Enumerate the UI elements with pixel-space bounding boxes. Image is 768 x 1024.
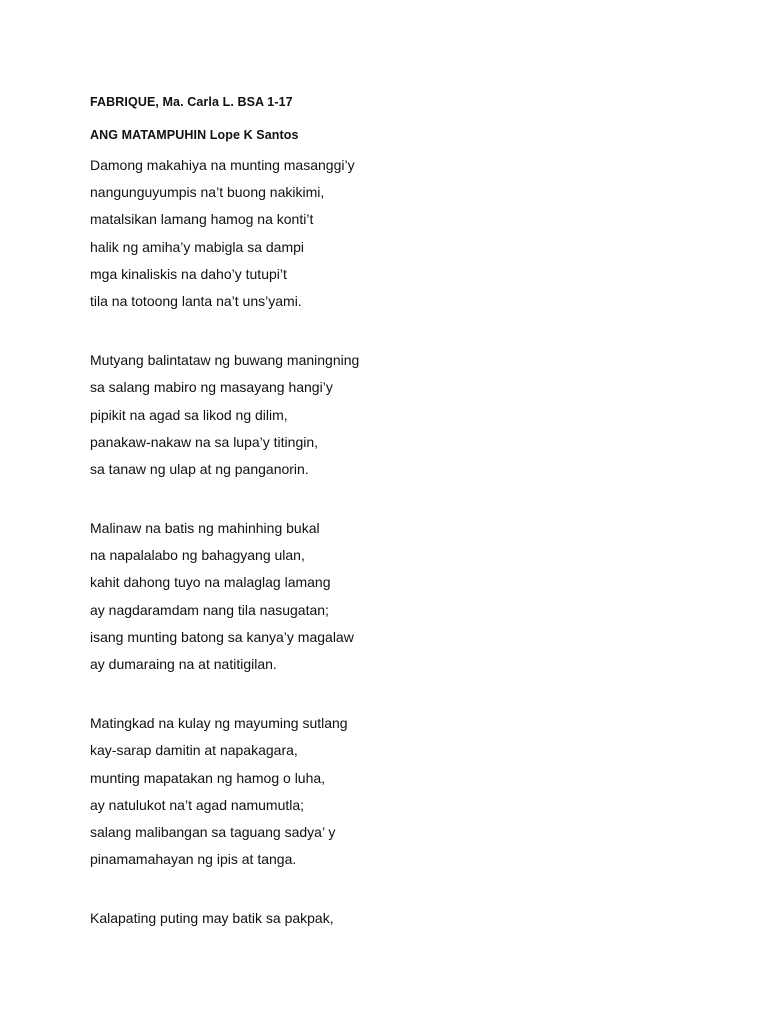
verse-line: Mutyang balintataw ng buwang maningning	[90, 352, 360, 369]
verse-line: pipikit na agad sa likod ng dilim,	[90, 406, 288, 423]
verse-line: mga kinaliskis na daho’y tutupi’t	[90, 265, 287, 282]
verse-line: ay nagdaramdam nang tila nasugatan;	[90, 601, 329, 618]
verse-line: isang munting batong sa kanya’y magalaw	[90, 628, 354, 645]
verse-line: sa tanaw ng ulap at ng panganorin.	[90, 460, 309, 477]
verse-line: Malinaw na batis ng mahinhing bukal	[90, 520, 320, 537]
verse-line: ay dumaraing na at natitigilan.	[90, 656, 277, 672]
stanza-5	[90, 908, 690, 935]
stanza-2	[90, 350, 690, 486]
verse-line: kahit dahong tuyo na malaglag lamang	[90, 574, 331, 591]
verse-line: nangunguyumpis na’t buong nakikimi,	[90, 184, 325, 201]
stanza-1	[90, 155, 690, 318]
verse-line: Kalapating puting may batik sa pakpak,	[90, 910, 334, 927]
verse-line: panakaw-nakaw na sa lupa’y titingin,	[90, 433, 319, 450]
author-line: FABRIQUE, Ma. Carla L. BSA 1-17	[90, 95, 293, 109]
verse-line: halik ng amiha’y mabigla sa dampi	[90, 238, 304, 255]
stanza-3	[90, 518, 690, 681]
verse-line: ay natulukot na’t agad namumutla;	[90, 796, 305, 813]
verse-line: munting mapatakan ng hamog o luha,	[90, 769, 326, 786]
verse-line: sa salang mabiro ng masayang hangi’y	[90, 379, 333, 396]
verse-line: tila na totoong lanta na’t uns’yami.	[90, 292, 302, 309]
verse-line: pinamamahayan ng ipis at tanga.	[90, 851, 297, 868]
verse-line: matalsikan lamang hamog na konti’t	[90, 211, 314, 228]
verse-line: Damong makahiya na munting masanggi’y	[90, 157, 355, 173]
verse-line: salang malibangan sa taguang sadya’ y	[90, 823, 336, 840]
poem-body	[90, 155, 690, 936]
stanza-4	[90, 713, 690, 876]
verse-line: kay-sarap damitin at napakagara,	[90, 742, 298, 759]
verse-line: Matingkad na kulay ng mayuming sutlang	[90, 715, 348, 732]
verse-line: na napalalabo ng bahagyang ulan,	[90, 547, 305, 564]
poem-title: ANG MATAMPUHIN Lope K Santos	[90, 128, 299, 142]
